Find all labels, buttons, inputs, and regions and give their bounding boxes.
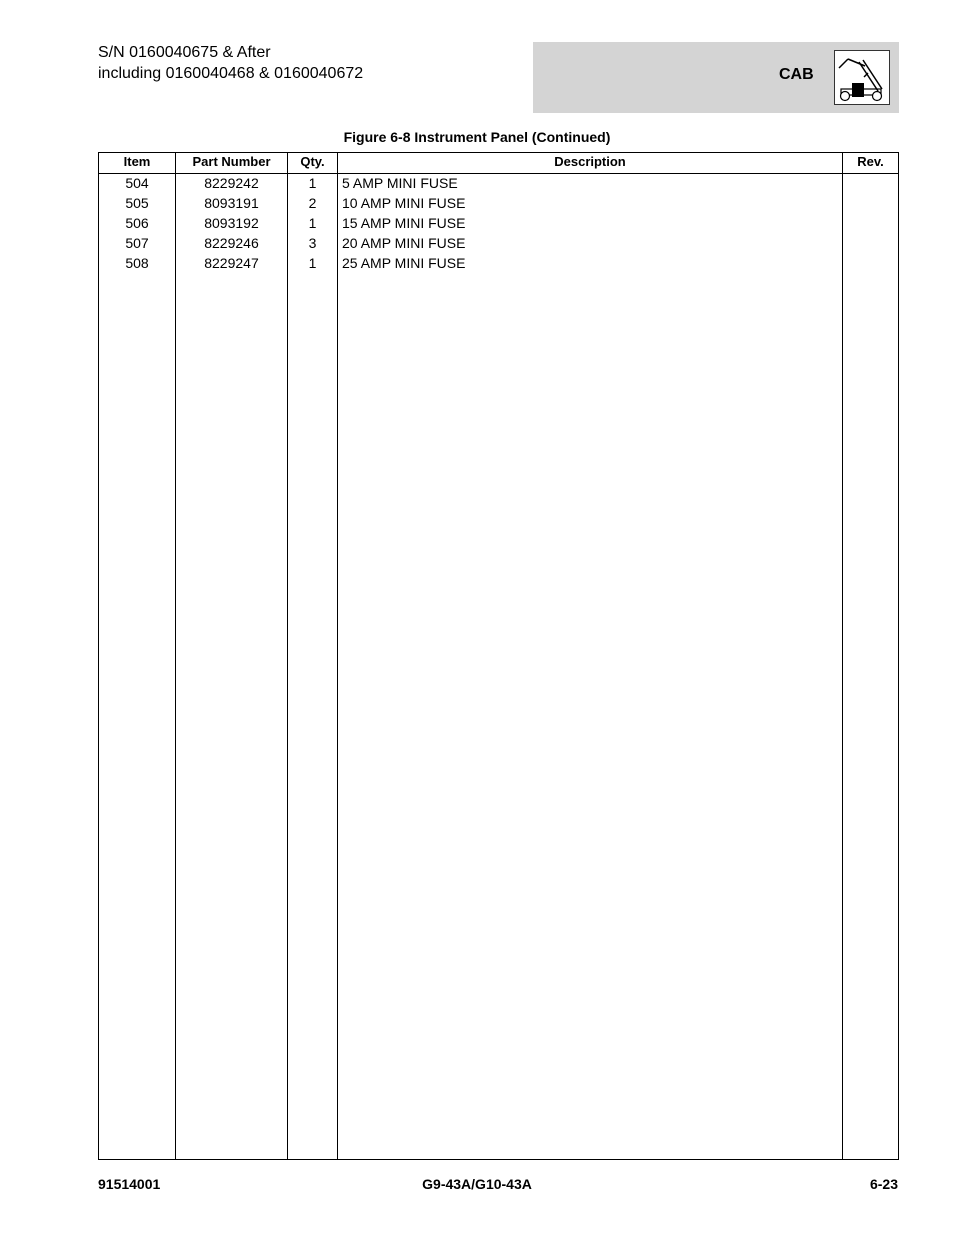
serial-line-1: S/N 0160040675 & After xyxy=(98,44,271,61)
column-header-part-number: Part Number xyxy=(192,154,271,169)
column-divider xyxy=(337,153,338,1159)
description: 10 AMP MINI FUSE xyxy=(342,195,466,211)
table-row xyxy=(99,174,898,194)
part-number: 8229247 xyxy=(204,255,259,271)
quantity: 1 xyxy=(308,255,317,271)
table-row xyxy=(99,254,898,274)
table-row xyxy=(99,234,898,254)
serial-number-block xyxy=(98,42,363,84)
description: 5 AMP MINI FUSE xyxy=(342,175,458,191)
table-row xyxy=(99,214,898,234)
column-header-description: Description xyxy=(554,154,626,169)
part-number: 8093192 xyxy=(204,215,259,231)
part-number: 8229242 xyxy=(204,175,259,191)
column-header-item: Item xyxy=(123,154,151,169)
column-header-rev: Rev. xyxy=(857,154,884,169)
item-number: 506 xyxy=(125,215,149,231)
section-title: CAB xyxy=(779,66,814,83)
quantity: 2 xyxy=(308,195,317,211)
quantity: 3 xyxy=(308,235,317,251)
lift-machine-icon xyxy=(834,50,890,105)
column-divider xyxy=(175,153,176,1159)
column-divider xyxy=(842,153,843,1159)
column-divider xyxy=(287,153,288,1159)
part-number: 8229246 xyxy=(204,235,259,251)
footer-page-number: 6-23 xyxy=(869,1176,898,1192)
description: 20 AMP MINI FUSE xyxy=(342,235,466,251)
quantity: 1 xyxy=(308,175,317,191)
description: 25 AMP MINI FUSE xyxy=(342,255,466,271)
parts-table xyxy=(98,152,899,1160)
footer-model: G9-43A/G10-43A xyxy=(422,1176,532,1192)
section-header xyxy=(533,42,899,113)
figure-title: Figure 6-8 Instrument Panel (Continued) xyxy=(343,129,611,145)
item-number: 505 xyxy=(125,195,149,211)
column-header-qty: Qty. xyxy=(300,154,325,169)
part-number: 8093191 xyxy=(204,195,259,211)
footer-doc-number: 91514001 xyxy=(98,1176,161,1192)
serial-line-2: including 0160040468 & 0160040672 xyxy=(98,65,364,82)
quantity: 1 xyxy=(308,215,317,231)
item-number: 508 xyxy=(125,255,149,271)
item-number: 507 xyxy=(125,235,149,251)
item-number: 504 xyxy=(125,175,149,191)
table-row xyxy=(99,194,898,214)
description: 15 AMP MINI FUSE xyxy=(342,215,466,231)
